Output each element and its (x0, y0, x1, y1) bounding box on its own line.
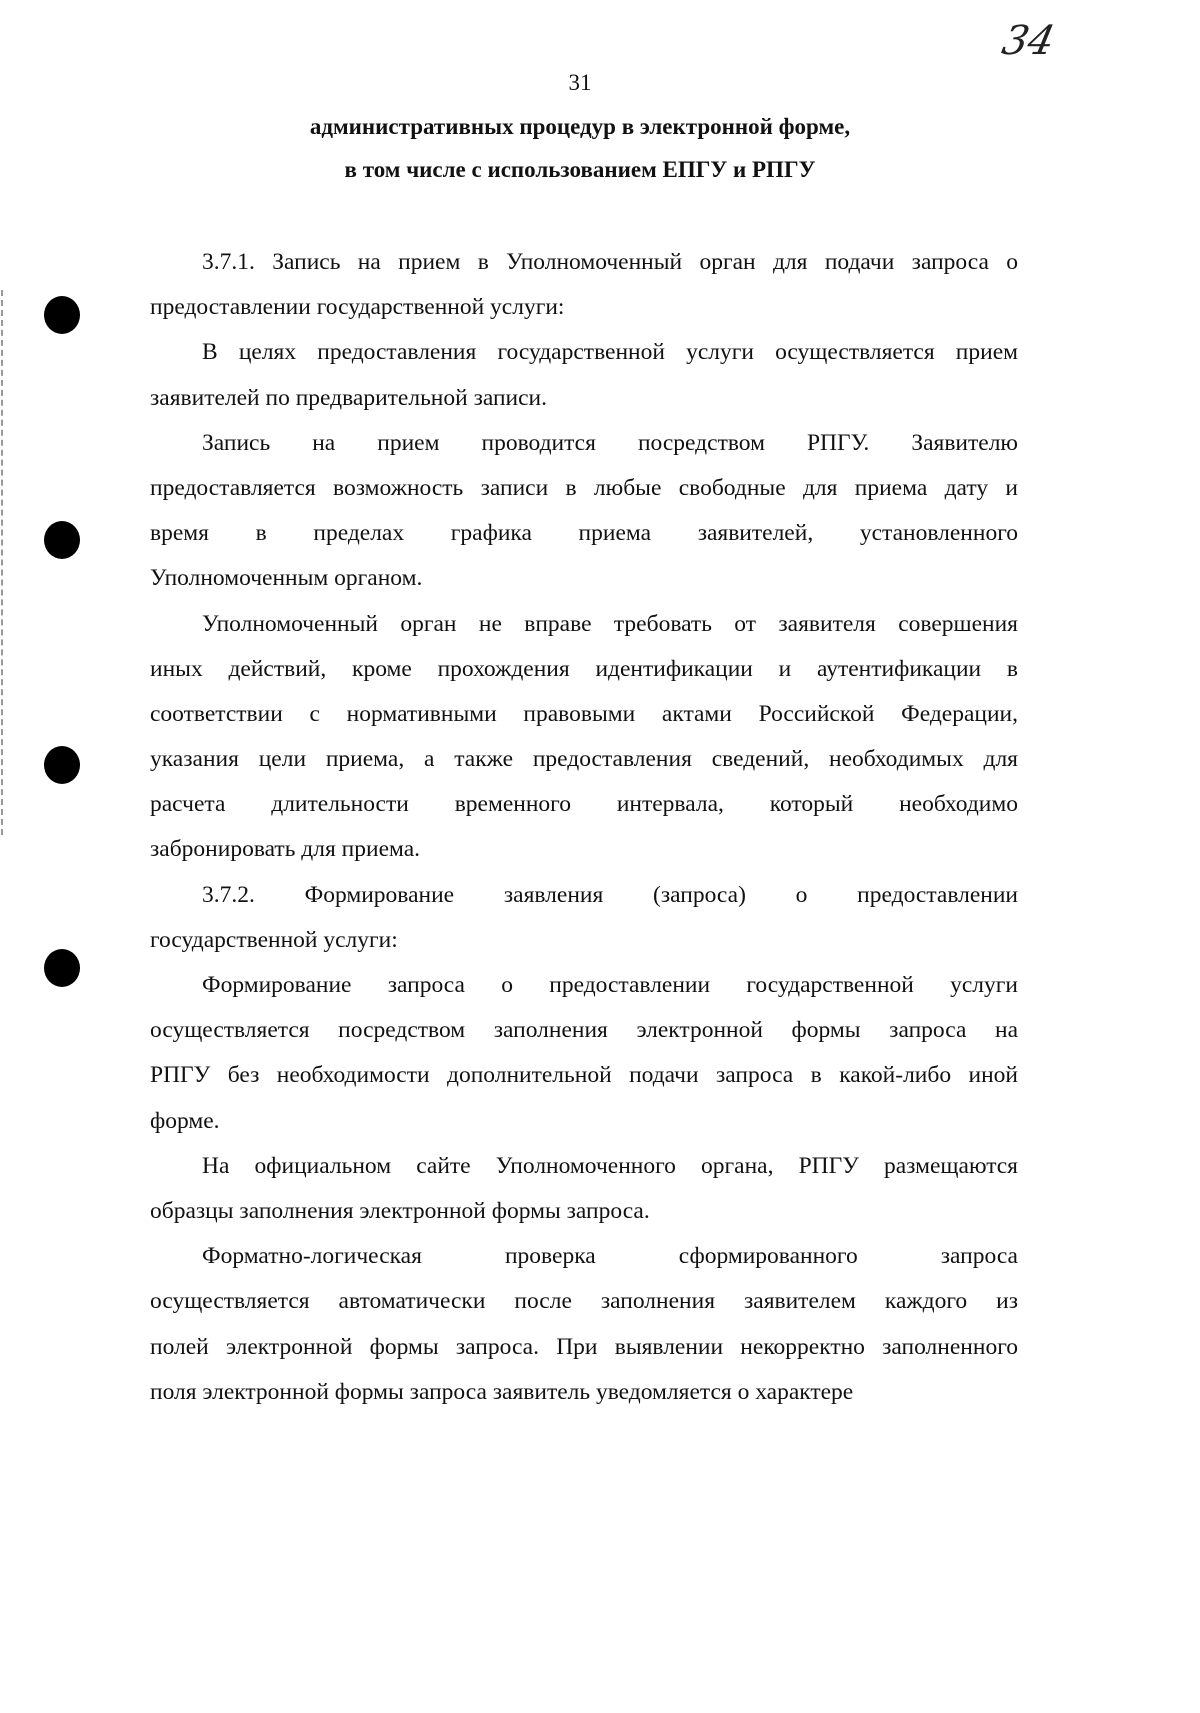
handwritten-page-number: 34 (998, 18, 1059, 64)
text-line: забронировать для приема. (150, 836, 421, 863)
paragraph (150, 963, 1018, 1144)
text-line: полей электронной формы запроса. При выявлении некорректно заполненного (150, 1333, 1018, 1360)
text-line: осуществляется посредством заполнения электронной формы запроса на (150, 1017, 1018, 1044)
text-line: Запись на прием проводится посредством РПГУ. Заявителю (202, 429, 1018, 456)
paragraph (150, 602, 1018, 873)
text-line: РПГУ без необходимости дополнительной подачи запроса в какой-либо иной (150, 1062, 1018, 1089)
scan-edge-mark (1, 290, 3, 835)
punch-hole (44, 949, 80, 987)
text-line: На официальном сайте Уполномоченного органа, РПГУ размещаются (202, 1152, 1018, 1179)
text-line: предоставляется возможность записи в любые свободные для приема дату и (150, 474, 1018, 501)
paragraph (150, 873, 1018, 963)
text-line: 3.7.2. Формирование заявления (запроса) о предоставлении (202, 881, 1018, 908)
page-number: 31 (568, 70, 592, 95)
text-line: В целях предоставления государственной услуги осуществляется прием (202, 339, 1018, 366)
paragraph (150, 1234, 1018, 1415)
text-line: государственной услуги: (150, 926, 398, 953)
text-line: образцы заполнения электронной формы запроса. (150, 1197, 650, 1224)
text-line: Уполномоченный орган не вправе требовать от заявителя совершения (202, 610, 1018, 637)
text-line: 3.7.1. Запись на прием в Уполномоченный орган для подачи запроса о (202, 249, 1018, 275)
text-line: соответствии с нормативными правовыми актами Российской Федерации, (150, 700, 1018, 727)
text-line: осуществляется автоматически после заполнения заявителем каждого из (150, 1288, 1018, 1315)
text-line: Уполномоченным органом. (150, 565, 423, 592)
document-body (150, 240, 1018, 1415)
text-line: время в пределах графика приема заявителей, установленного (150, 520, 1018, 547)
text-line: иных действий, кроме прохождения идентификации и аутентификации в (150, 655, 1018, 682)
section-title-line-2: в том числе с использованием ЕПГУ и РПГУ (344, 157, 816, 182)
text-line: форме. (150, 1107, 220, 1134)
punch-hole (44, 296, 80, 334)
text-line: указания цели приема, а также предоставления сведений, необходимых для (150, 746, 1018, 773)
paragraph (150, 240, 1018, 330)
text-line: заявителей по предварительной записи. (150, 384, 548, 411)
section-title-line-1: административных процедур в электронной форме, (309, 114, 851, 139)
text-line: предоставлении государственной услуги: (150, 294, 565, 321)
text-line: Формирование запроса о предоставлении государственной услуги (202, 972, 1018, 998)
paragraph (150, 421, 1018, 602)
text-line: Форматно-логическая проверка сформированного запроса (202, 1243, 1018, 1270)
punch-hole (44, 521, 80, 559)
text-line: поля электронной формы запроса заявитель уведомляется о характере (150, 1378, 854, 1405)
text-line: расчета длительности временного интервала, который необходимо (150, 791, 1018, 818)
paragraph (150, 330, 1018, 420)
paragraph (150, 1144, 1018, 1234)
punch-hole (44, 746, 80, 784)
